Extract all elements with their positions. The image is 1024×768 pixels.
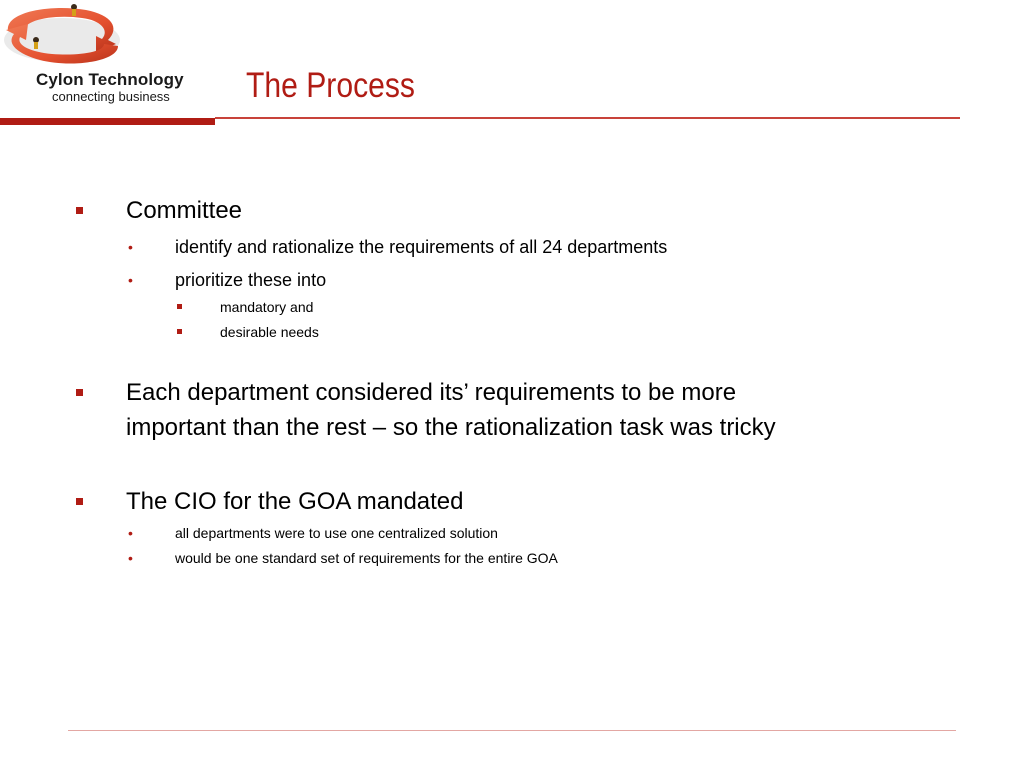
sub-sub-bullet-text: mandatory and bbox=[220, 299, 314, 315]
sub-bullet-text: would be one standard set of requirements for the entire GOA bbox=[175, 550, 558, 566]
dot-bullet-icon: • bbox=[128, 550, 133, 566]
square-bullet-icon bbox=[177, 304, 182, 309]
square-bullet-icon bbox=[76, 207, 83, 214]
logo-tagline: connecting business bbox=[52, 89, 170, 104]
sub-bullet-text: identify and rationalize the requirements of all 24 departments bbox=[175, 237, 668, 257]
square-bullet-icon bbox=[76, 498, 83, 505]
bullet-text-line-1: Each department considered its’ requirements to be more bbox=[126, 379, 737, 406]
bullet-text: Committee bbox=[126, 197, 243, 224]
logo-company-name: Cylon Technology bbox=[36, 70, 184, 89]
footer-rule bbox=[68, 730, 956, 731]
dot-bullet-icon: • bbox=[128, 272, 133, 288]
bullet-text-line-2: important than the rest – so the rationalization task was tricky bbox=[126, 414, 776, 441]
sub-bullet-text: all departments were to use one centralized solution bbox=[175, 525, 498, 541]
sub-sub-bullet-text: desirable needs bbox=[220, 324, 319, 340]
dot-bullet-icon: • bbox=[128, 525, 133, 541]
square-bullet-icon bbox=[177, 329, 182, 334]
dot-bullet-icon: • bbox=[128, 239, 133, 255]
bullet-text: The CIO for the GOA mandated bbox=[126, 488, 464, 515]
slide-title: The Process bbox=[246, 66, 415, 105]
sub-bullet-text: prioritize these into bbox=[175, 270, 327, 290]
square-bullet-icon bbox=[76, 389, 83, 396]
